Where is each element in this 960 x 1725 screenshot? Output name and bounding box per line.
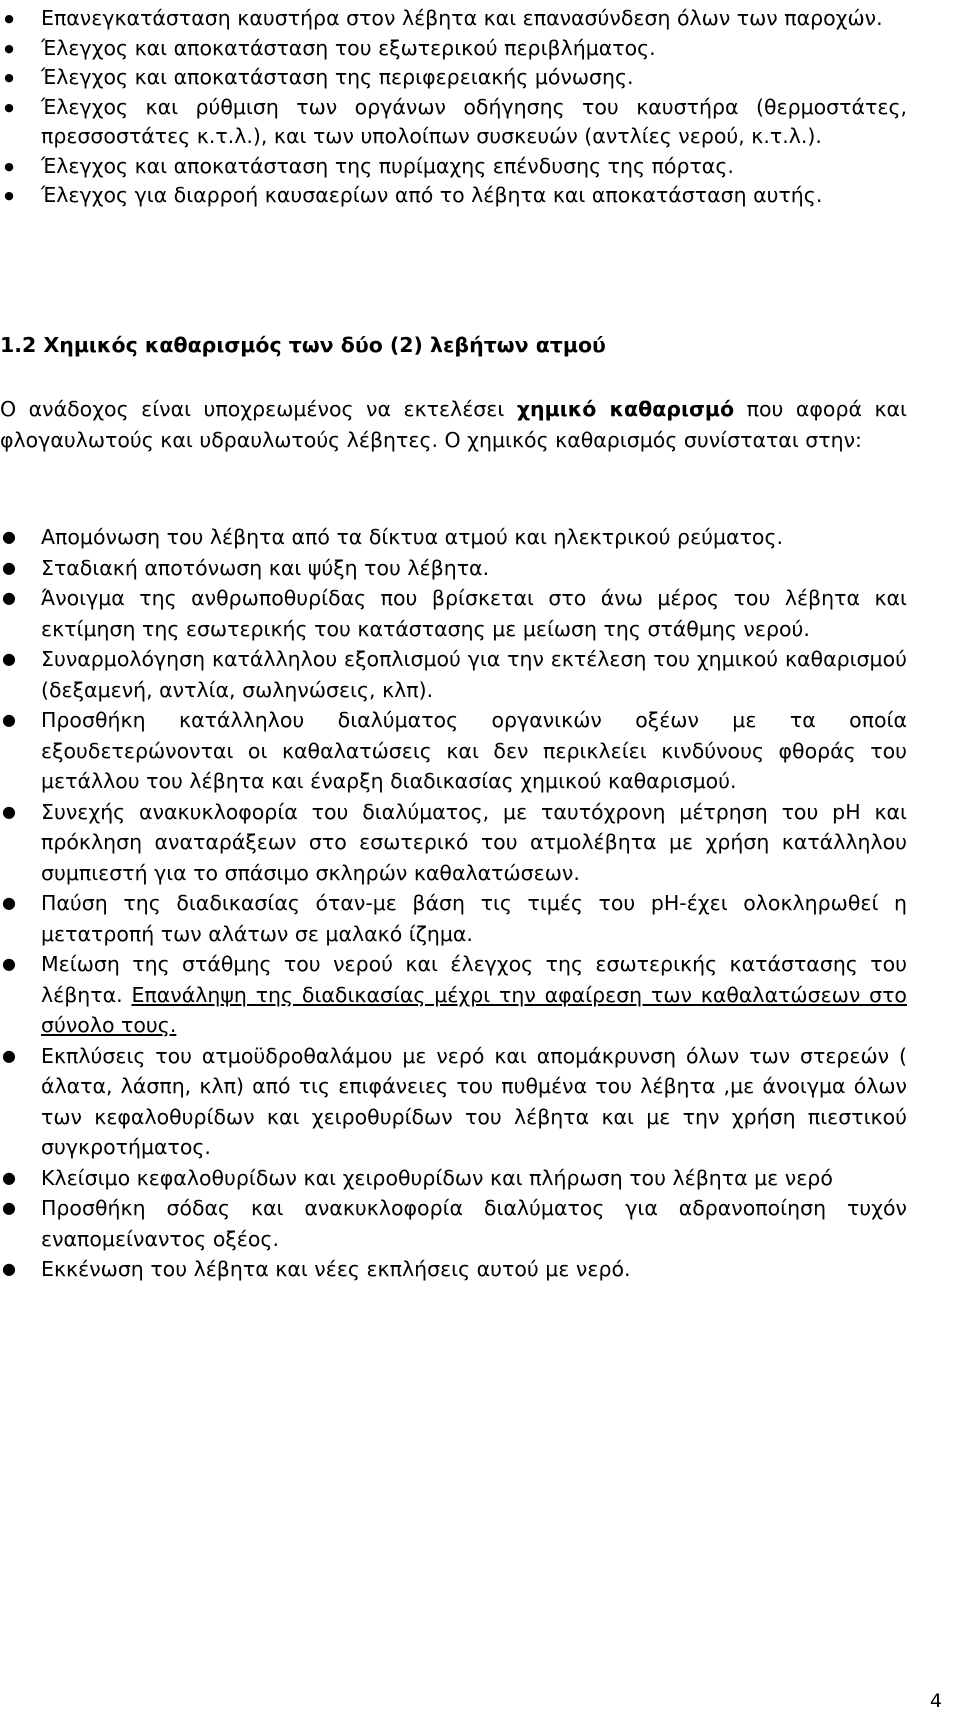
- bullet-icon: ●: [2, 1045, 16, 1065]
- maintenance-checklist: [0, 4, 960, 211]
- cleaning-steps-list: [0, 522, 960, 1285]
- bullet-icon: ●: [2, 557, 16, 577]
- list-item-text: Απομόνωση του λέβητα από τα δίκτυα ατμού και ηλεκτρικού ρεύματος.: [41, 525, 784, 549]
- list-item: [0, 1193, 907, 1254]
- bullet-icon: ●: [2, 649, 16, 668]
- bullet-icon: ●: [4, 12, 14, 25]
- list-item-text: Σταδιακή αποτόνωση και ψύξη του λέβητα.: [41, 555, 490, 580]
- bullet-icon: ●: [2, 893, 16, 912]
- bullet-icon: ●: [4, 100, 14, 114]
- list-item: [0, 1163, 907, 1194]
- bullet-icon: ●: [2, 801, 16, 821]
- intro-bold-text: χημικό καθαρισμό: [516, 397, 735, 421]
- bullet-icon: ●: [2, 1167, 16, 1187]
- list-item: [0, 34, 907, 64]
- bullet-icon: ●: [2, 527, 16, 546]
- list-item-text: Έλεγχος και αποκατάσταση του εξωτερικού περιβλήματος.: [41, 35, 656, 60]
- list-item-text: Επανεγκατάσταση καυστήρα στον λέβητα και επανασύνδεση όλων των παροχών.: [41, 6, 883, 30]
- bullet-icon: ●: [4, 189, 14, 202]
- bullet-icon: ●: [2, 1198, 16, 1217]
- section-heading: 1.2 Χημικός καθαρισμός των δύο (2) λεβήτων ατμού: [0, 333, 606, 357]
- list-item-text: Προσθήκη σόδας και ανακυκλοφορία διαλύματος για αδρανοποίηση τυχόν εναπομείναντος οξέος.: [41, 1196, 907, 1251]
- list-item: [0, 181, 907, 211]
- list-item: [0, 93, 907, 152]
- page-number: 4: [929, 1690, 942, 1712]
- intro-paragraph: [0, 394, 907, 455]
- list-item: [0, 583, 907, 644]
- list-item: [0, 949, 907, 1041]
- list-item: [0, 553, 907, 584]
- list-item: [0, 152, 907, 182]
- list-item-text: Έλεγχος και ρύθμιση των οργάνων οδήγησης του καυστήρα (θερμοστάτες, πρεσσοστάτες κ.τ.λ.), και των υπολοίπων συσκευών (αντλίες νερού, κ.τ.λ.).: [41, 94, 907, 148]
- bullet-icon: ●: [2, 710, 16, 729]
- list-item-text: Έλεγχος και αποκατάσταση της πυρίμαχης επένδυσης της πόρτας.: [41, 153, 734, 178]
- list-item-text: Συνεχής ανακυκλοφορία του διαλύματος, με ταυτόχρονη μέτρηση του pH και πρόκληση αναταράξεων στο εσωτερικό του ατμολέβητα με χρήση κατάλληλου συμπιεστή για το σπάσιμο σκληρών καθαλατώσεων.: [41, 799, 907, 885]
- intro-text: Ο ανάδοχος είναι υποχρεωμένος να εκτελέσει: [0, 397, 517, 421]
- list-item: [0, 63, 907, 93]
- bullet-icon: ●: [4, 71, 14, 84]
- list-item: [0, 888, 907, 949]
- underlined-text: Επανάληψη της διαδικασίας μέχρι την αφαίρεση των καθαλατώσεων στο σύνολο τους.: [41, 982, 907, 1037]
- list-item-text: Συναρμολόγηση κατάλληλου εξοπλισμού για την εκτέλεση του χημικού καθαρισμού (δεξαμενή, αντλία, σωληνώσεις, κλπ).: [41, 647, 907, 702]
- intro-text-continued: που αφορά και φλογαυλωτούς και υδραυλωτούς λέβητες. Ο χημικός καθαρισμός συνίσταται στην:: [0, 397, 907, 452]
- list-item-text: Έλεγχος και αποκατάσταση της περιφερειακής μόνωσης.: [41, 65, 634, 89]
- bullet-icon: ●: [4, 159, 14, 173]
- bullet-icon: ●: [2, 588, 16, 607]
- list-item: [0, 1254, 907, 1285]
- bullet-icon: ●: [2, 954, 16, 973]
- list-item-text: Παύση της διαδικασίας όταν-με βάση τις τιμές του pH-έχει ολοκληρωθεί η μετατροπή των αλάτων σε μαλακό ίζημα.: [41, 891, 907, 946]
- bullet-icon: ●: [2, 1259, 16, 1278]
- list-item-text: Κλείσιμο κεφαλοθυρίδων και χειροθυρίδων και πλήρωση του λέβητα με νερό: [41, 1165, 833, 1190]
- list-item-text: Εκκένωση του λέβητα και νέες εκπλήσεις αυτού με νερό.: [41, 1257, 631, 1281]
- list-item-text: Προσθήκη κατάλληλου διαλύματος οργανικών οξέων με τα οποία εξουδετερώνονται οι καθαλατώσεις και δεν περικλείει κινδύνους φθοράς του μετάλλου του λέβητα και έναρξη διαδικασίας χημικού καθαρισμού.: [41, 708, 907, 793]
- list-item: [0, 705, 907, 797]
- list-item: [0, 522, 907, 553]
- list-item: [0, 4, 907, 34]
- list-item: [0, 644, 907, 705]
- list-item-text: Εκπλύσεις του ατμοϋδροθαλάμου με νερό και απομάκρυνση όλων των στερεών ( άλατα, λάσπη, κλπ) από τις επιφάνειες του πυθμένα του λέβητα ,με άνοιγμα όλων των κεφαλοθυρίδων και χειροθυρίδων του λέβητα και με την χρήση πιεστικού συγκροτήματος.: [41, 1043, 907, 1159]
- list-item-text: Μείωση της στάθμης του νερού και έλεγχος της εσωτερικής κατάστασης του λέβητα.: [41, 952, 907, 1007]
- bullet-icon: ●: [4, 41, 14, 55]
- list-item: [0, 1041, 907, 1163]
- list-item: [0, 797, 907, 889]
- list-item-text: Έλεγχος για διαρροή καυσαερίων από το λέβητα και αποκατάσταση αυτής.: [41, 183, 823, 207]
- list-item-text: Άνοιγμα της ανθρωποθυρίδας που βρίσκεται στο άνω μέρος του λέβητα και εκτίμηση της εσωτερικής του κατάστασης με μείωση της στάθμης νερού.: [41, 586, 907, 641]
